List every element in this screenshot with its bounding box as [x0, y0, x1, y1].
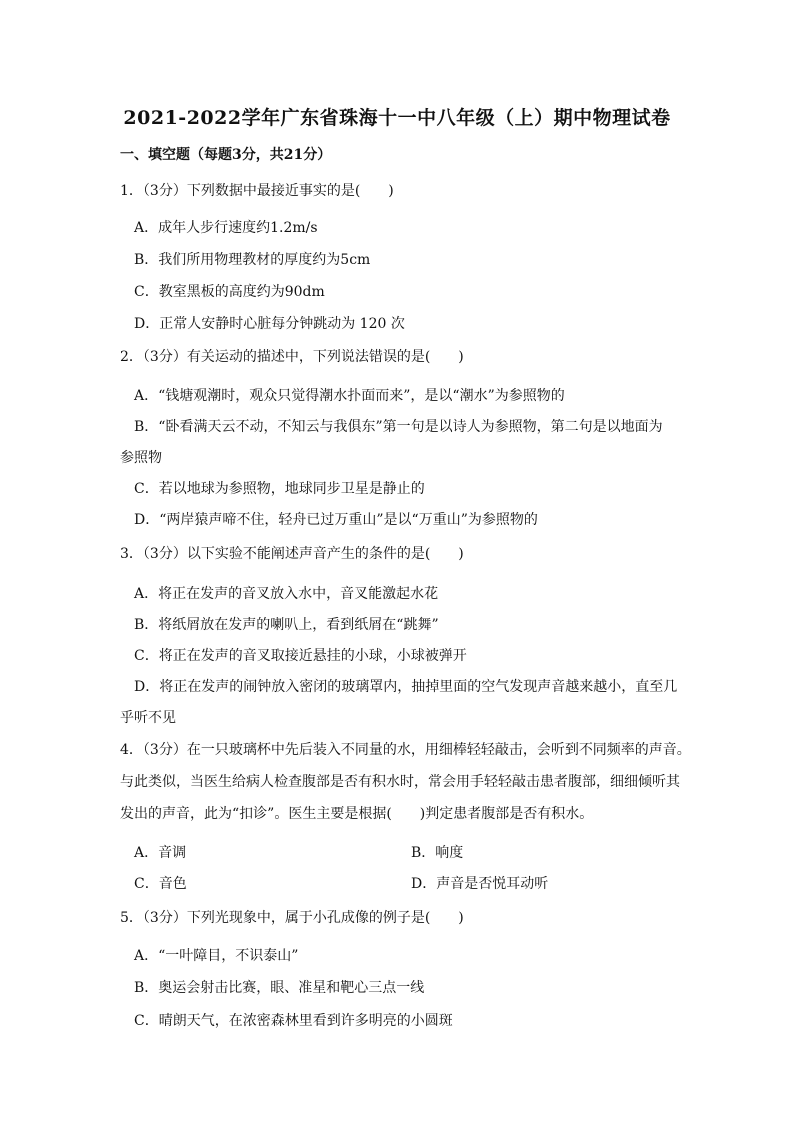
question-2-option-d: D．“两岸猿声啼不住，轻舟已过万重山”是以“万重山”为参照物的 [134, 512, 538, 528]
question-5-option-b: B．奥运会射击比赛，眼、准星和靶心三点一线 [134, 980, 425, 996]
question-1-option-b: B．我们所用物理教材的厚度约为5cm [134, 252, 371, 268]
question-2-stem: 2．（3分）有关运动的描述中，下列说法错误的是( ) [120, 349, 464, 365]
question-4-option-a: A．音调 [134, 845, 187, 861]
question-4-option-c: C．音色 [134, 876, 187, 892]
question-1-stem: 1．（3分）下列数据中最接近事实的是( ) [120, 183, 394, 199]
question-1-option-a: A．成年人步行速度约1.2m/s [134, 220, 318, 236]
question-4-stem-line-2: 与此类似，当医生给病人检查腹部是否有积水时，常会用手轻轻敲击患者腹部，细细倾听其 [120, 774, 680, 790]
question-5-option-c: C．晴朗天气，在浓密森林里看到许多明亮的小圆斑 [134, 1013, 453, 1029]
exam-title: 2021-2022学年广东省珠海十一中八年级（上）期中物理试卷 [123, 107, 671, 129]
question-4-option-d: D．声音是否悦耳动听 [411, 876, 549, 892]
question-3-option-d-continued: 乎听不见 [120, 710, 176, 726]
question-4-option-b: B．响度 [411, 845, 464, 861]
question-4-stem-line-1: 4．（3分）在一只玻璃杯中先后装入不同量的水，用细棒轻轻敲击，会听到不同频率的声音。 [120, 742, 691, 758]
question-4-stem-line-3: 发出的声音，此为“扣诊”。医生主要是根据( )判定患者腹部是否有积水。 [120, 806, 594, 822]
question-1-option-c: C．教室黑板的高度约为90dm [134, 284, 325, 300]
question-3-stem: 3．（3分）以下实验不能阐述声音产生的条件的是( ) [120, 546, 464, 562]
question-2-option-a: A．“钱塘观潮时，观众只觉得潮水扑面而来”，是以“潮水”为参照物的 [134, 388, 565, 404]
question-1-option-d: D．正常人安静时心脏每分钟跳动为 120 次 [134, 316, 405, 332]
question-3-option-d: D．将正在发声的闹钟放入密闭的玻璃罩内，抽掉里面的空气发现声音越来越小，直至几 [134, 679, 678, 695]
question-3-option-b: B．将纸屑放在发声的喇叭上，看到纸屑在“跳舞” [134, 617, 439, 633]
question-2-option-b-continued: 参照物 [120, 450, 162, 466]
section-heading: 一、填空题（每题3分，共21分） [120, 147, 332, 163]
question-5-option-a: A．“一叶障目，不识泰山” [134, 948, 299, 964]
question-2-option-b: B．“卧看满天云不动，不知云与我俱东”第一句是以诗人为参照物，第二句是以地面为 [134, 419, 663, 435]
question-2-option-c: C．若以地球为参照物，地球同步卫星是静止的 [134, 481, 425, 497]
question-3-option-c: C．将正在发声的音叉取接近悬挂的小球，小球被弹开 [134, 648, 467, 664]
question-5-stem: 5．（3分）下列光现象中，属于小孔成像的例子是( ) [120, 910, 464, 926]
question-3-option-a: A．将正在发声的音叉放入水中，音叉能激起水花 [134, 586, 439, 602]
